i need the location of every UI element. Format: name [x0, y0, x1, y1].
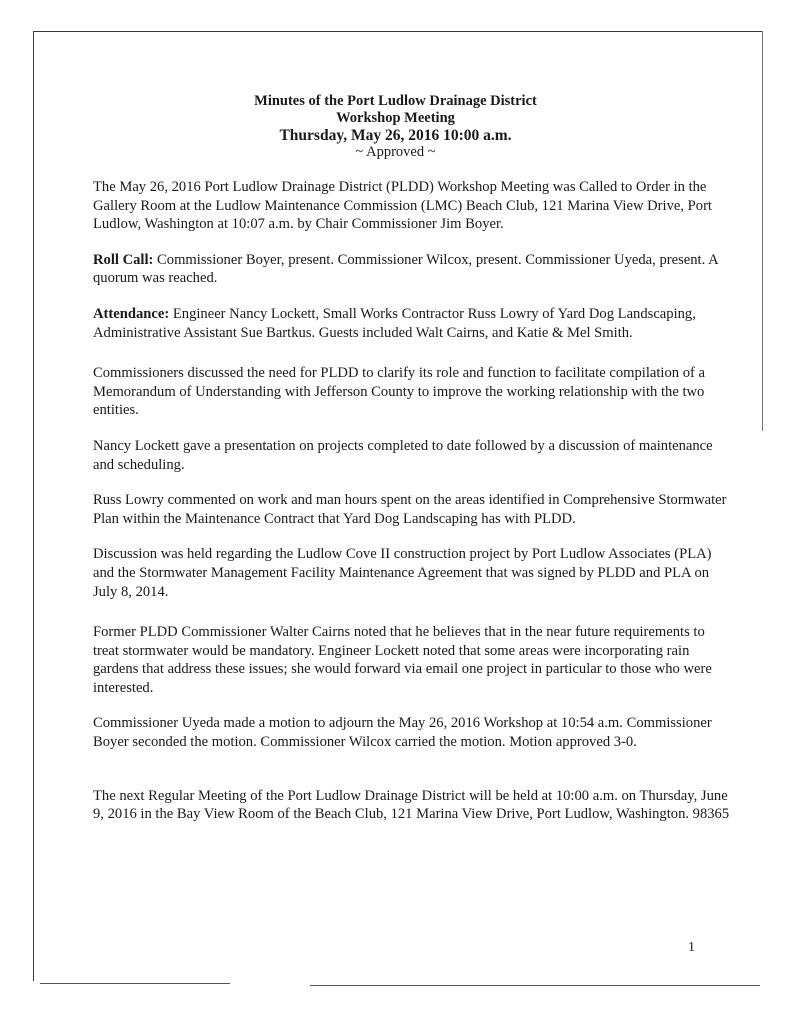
paragraph-work-hours: Russ Lowry commented on work and man hours spent on the areas identified in Comprehensive Stormwater Plan within the Maintenance Contract that Yard Dog Landscaping has with PLDD. — [93, 492, 727, 527]
paragraph-next-meeting: The next Regular Meeting of the Port Ludlow Drainage District will be held at 10:00 a.m. on Thursday, June 9, 2016 in the Bay View Room of the Beach Club, 121 Marina View Drive, Port Ludlow, Washington. 98365 — [93, 787, 730, 823]
title-line-2: Workshop Meeting — [336, 110, 455, 126]
paragraph-attendance — [93, 305, 733, 342]
scan-border-left — [33, 31, 34, 981]
scan-border-top — [33, 31, 763, 32]
scan-border-bottom-left — [40, 983, 230, 984]
paragraph-presentation: Nancy Lockett gave a presentation on projects completed to date followed by a discussion of maintenance and scheduling. — [93, 437, 713, 473]
paragraph-adjourn: Commissioner Uyeda made a motion to adjourn the May 26, 2016 Workshop at 10:54 a.m. Commissioner Boyer seconded the motion. Commissioner Wilcox carried the motion. Motion approved 3-0. — [93, 715, 712, 751]
minutes-body — [93, 178, 733, 841]
paragraph-roll-call — [93, 251, 733, 288]
roll-call-text: Commissioner Boyer, present. Commissioner Wilcox, present. Commissioner Uyeda, present. A quorum was reached. — [93, 251, 718, 287]
page-number: 1 — [688, 940, 695, 955]
scan-border-right — [762, 31, 763, 431]
scan-border-bottom-right — [310, 985, 760, 986]
paragraph-former-commissioner: Former PLDD Commissioner Walter Cairns noted that he believes that in the near future requirements to treat stormwater would be mandatory. Engineer Lockett noted that some areas were incorporating rain gardens that address these issues; she would forward via email one project in particular to those who were interested. — [93, 624, 712, 696]
attendance-text: Engineer Nancy Lockett, Small Works Contractor Russ Lowry of Yard Dog Landscaping, Administrative Assistant Sue Bartkus. Guests included Walt Cairns, and Katie & Mel Smith. — [93, 305, 696, 341]
approval-status: ~ Approved ~ — [355, 144, 436, 160]
document-header — [0, 93, 791, 161]
paragraph-call-to-order: The May 26, 2016 Port Ludlow Drainage District (PLDD) Workshop Meeting was Called to Order in the Gallery Room at the Ludlow Maintenance Commission (LMC) Beach Club, 121 Marina View Drive, Port Ludlow, Washington at 10:07 a.m. by Chair Commissioner Jim Boyer. — [93, 179, 712, 233]
title-line-3: Thursday, May 26, 2016 10:00 a.m. — [279, 127, 512, 144]
paragraph-memorandum: Commissioners discussed the need for PLDD to clarify its role and function to facilitate compilation of a Memorandum of Understanding with Jefferson County to improve the working relationship with the two entities. — [93, 365, 705, 419]
paragraph-ludlow-cove: Discussion was held regarding the Ludlow Cove II construction project by Port Ludlow Associates (PLA) and the Stormwater Management Facility Maintenance Agreement that was signed by PLDD and PLA on July 8, 2014. — [93, 546, 712, 600]
roll-call-label: Roll Call: — [93, 251, 154, 268]
attendance-label: Attendance: — [93, 305, 170, 322]
title-line-1: Minutes of the Port Ludlow Drainage District — [254, 93, 537, 109]
